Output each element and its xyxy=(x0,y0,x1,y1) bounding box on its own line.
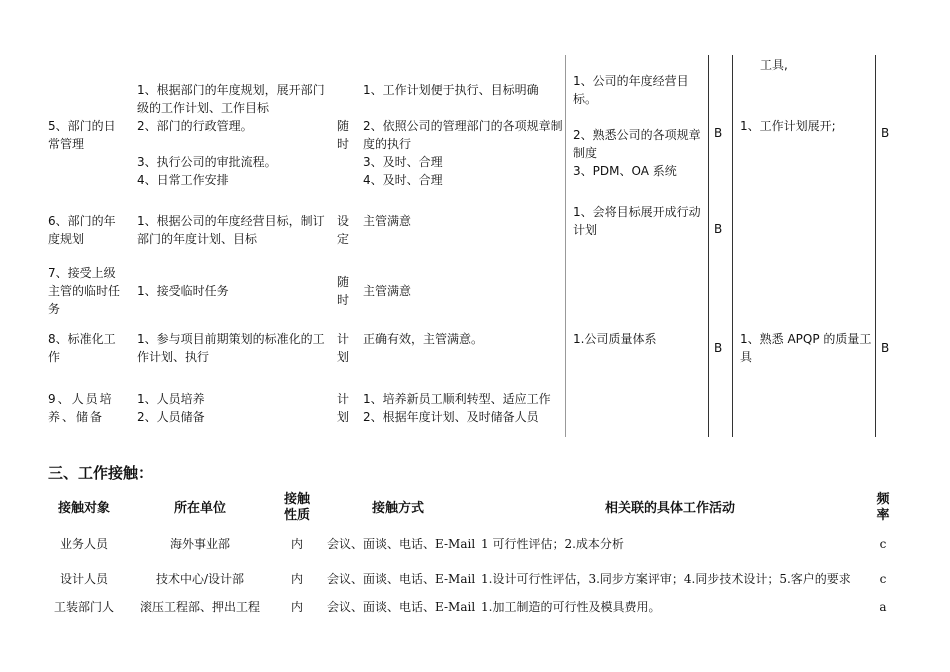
contact-unit-2: 技术中心/设计部 xyxy=(155,572,245,586)
contact-unit-3: 滚压工程部、押出工程 xyxy=(139,600,260,614)
duty-freq-8: 计 划 xyxy=(337,332,350,364)
contact-method-1: 会议、面谈、电话、E-Mail xyxy=(327,537,476,551)
contact-activity-3: 1.加工制造的可行性及模具费用。 xyxy=(481,600,661,614)
contact-freq-3: a xyxy=(879,600,887,614)
rule-after-knowledge xyxy=(708,55,709,437)
contact-nature-2: 内 xyxy=(290,572,303,586)
contact-activity-1: 1 可行性评估；2.成本分析 xyxy=(481,537,624,551)
duty-standard-8: 正确有效，主管满意。 xyxy=(363,332,484,346)
duty-sgrade-5: B xyxy=(881,126,890,140)
contact-nature-1: 内 xyxy=(290,537,303,551)
duty-knowledge-6: 1、会将目标展开成行动 计划 xyxy=(573,205,701,237)
duty-knowledge-5: 1、公司的年度经营目 标。 2、熟悉公司的各项规章 制度 3、PDM、OA 系统 xyxy=(573,74,701,178)
duty-sgrade-8: B xyxy=(881,341,890,355)
header-nature: 接触 性质 xyxy=(283,492,310,523)
rule-after-k-grade xyxy=(732,55,733,437)
contact-target-2: 设计人员 xyxy=(59,572,108,586)
duty-content-8: 1、参与项目前期策划的标准化的工 作计划、执行 xyxy=(137,332,325,364)
duty-freq-9: 计 划 xyxy=(337,392,350,424)
duty-standard-6: 主管满意 xyxy=(363,214,412,228)
contact-method-3: 会议、面谈、电话、E-Mail xyxy=(327,600,476,614)
contact-freq-1: c xyxy=(879,537,887,551)
header-unit: 所在单位 xyxy=(173,501,226,516)
duty-name-9: 9、人员培 养、储备 xyxy=(48,392,114,424)
contact-activity-2: 1.设计可行性评估，3.同步方案评审；4.同步技术设计；5.客户的要求 xyxy=(481,572,851,586)
duty-name-8: 8、标准化工 作 xyxy=(48,332,116,364)
contact-freq-2: c xyxy=(879,572,887,586)
top-skill-fragment: 工具, xyxy=(760,58,788,72)
duty-kgrade-8: B xyxy=(714,341,723,355)
duty-freq-7: 随 时 xyxy=(337,275,350,307)
header-target: 接触对象 xyxy=(57,501,110,516)
duty-name-6: 6、部门的年 度规划 xyxy=(48,214,116,246)
duty-skill-5: 1、工作计划展开; xyxy=(740,119,836,133)
duty-name-5: 5、部门的日 常管理 xyxy=(48,119,116,151)
header-freq: 频 率 xyxy=(876,492,890,523)
header-activity: 相关联的具体工作活动 xyxy=(604,501,735,516)
duty-name-7: 7、接受上级 主管的临时任 务 xyxy=(48,266,121,316)
rule-after-standard xyxy=(565,55,566,437)
contact-target-3: 工装部门人 xyxy=(53,600,114,614)
duty-content-6: 1、根据公司的年度经营目标，制订 部门的年度计划、目标 xyxy=(137,214,325,246)
duty-standard-5: 1、工作计划便于执行、目标明确 2、依照公司的管理部门的各项规章制 度的执行 3、及时、合理 4、及时、合理 xyxy=(363,83,563,187)
duty-skill-8: 1、熟悉 APQP 的质量工 具 xyxy=(740,332,872,364)
section-title-work-contact: 三、工作接触： xyxy=(48,464,154,482)
duty-standard-7: 主管满意 xyxy=(363,284,412,298)
duty-content-7: 1、接受临时任务 xyxy=(137,284,229,298)
duty-kgrade-5: B xyxy=(714,126,723,140)
contact-nature-3: 内 xyxy=(290,600,303,614)
rule-after-skill xyxy=(875,55,876,437)
duty-content-9: 1、人员培养 2、人员储备 xyxy=(137,392,205,424)
duty-freq-5: 随 时 xyxy=(337,119,350,151)
contact-target-1: 业务人员 xyxy=(59,537,108,551)
duty-kgrade-6: B xyxy=(714,222,723,236)
duty-freq-6: 设 定 xyxy=(337,214,350,246)
contact-method-2: 会议、面谈、电话、E-Mail xyxy=(327,572,476,586)
contact-unit-1: 海外事业部 xyxy=(169,537,230,551)
duty-standard-9: 1、培养新员工顺利转型、适应工作 2、根据年度计划、及时储备人员 xyxy=(363,392,551,424)
header-method: 接触方式 xyxy=(371,501,424,516)
duty-content-5: 1、根据部门的年度规划，展开部门 级的工作计划、工作目标 2、部门的行政管理。 3、执行公司的审批流程。 4、日常工作安排 xyxy=(137,83,325,187)
duty-knowledge-8: 1.公司质量体系 xyxy=(573,332,657,346)
